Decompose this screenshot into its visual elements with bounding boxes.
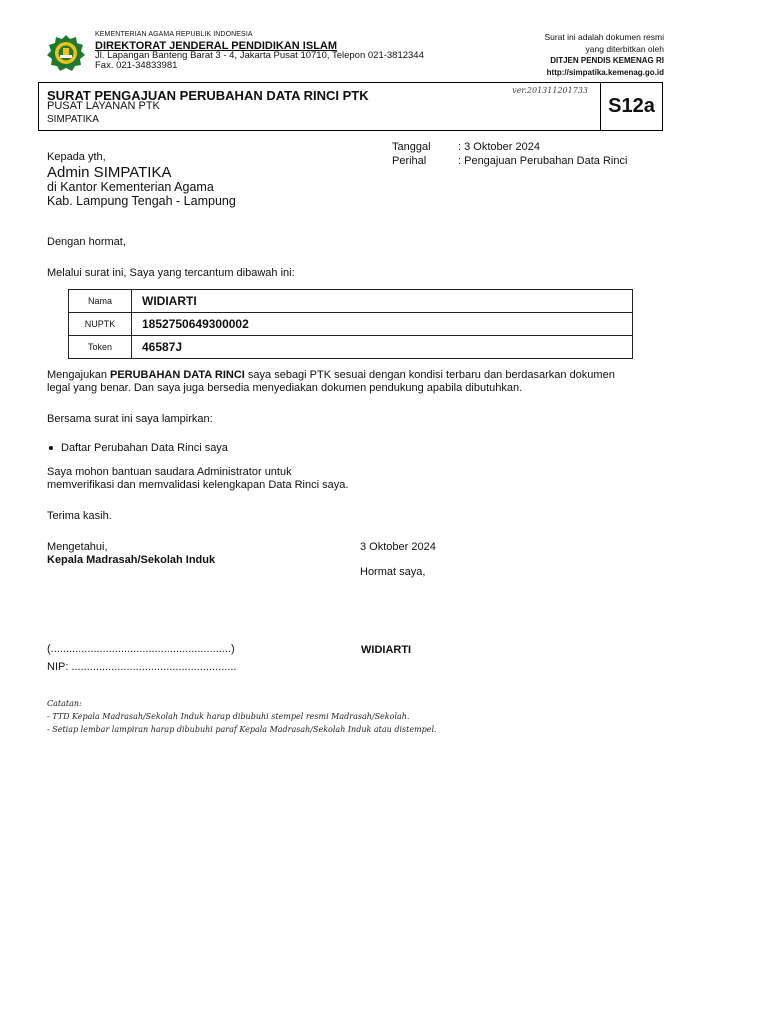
recipient-greeting: Kepada yth, [47,151,106,163]
subject-label: Perihal [392,155,427,167]
official-notice [544,32,664,78]
notes [47,697,437,736]
plea-paragraph [47,466,348,492]
request-paragraph [47,369,647,395]
head-title: Kepala Madrasah/Sekolah Induk [47,554,216,566]
plea-line1: Saya mohon bantuan saudara Administrator untuk [47,466,292,478]
identity-table [68,289,633,359]
attachment-text: Daftar Perubahan Data Rinci saya [61,442,228,454]
ministry-name: KEMENTERIAN AGAMA REPUBLIK INDONESIA [95,31,253,38]
address-line: Jl. Lapangan Banteng Barat 3 - 4, Jakarta Pusat 10710, Telepon 021-3812344 [95,50,424,61]
office-address [95,51,424,71]
request-line2: legal yang benar. Dan saya juga bersedia menyediakan dokumen pendukung apabila dibutuhkan. [47,382,523,394]
letter-meta [392,141,627,169]
title-box [38,82,663,131]
notice-line-1: Surat ini adalah dokumen resmi [544,32,664,42]
fax-line: Fax. 021-34833981 [95,60,178,71]
sign-date: 3 Oktober 2024 [360,541,436,553]
acknowledge-label: Mengetahui, [47,541,108,553]
form-code: S12a [600,83,662,130]
request-suffix: saya sebagi PTK sesuai dengan kondisi terbaru dan berdasarkan dokumen [244,369,615,381]
version-label: ver.201311201733 [512,86,588,95]
website: http://simpatika.kemenag.go.id [546,67,664,77]
table-row [69,336,633,359]
subject-value: : Pengajuan Perubahan Data Rinci [458,155,628,167]
thanks-text: Terima kasih. [47,510,112,522]
table-row [69,290,633,313]
recipient-office: di Kantor Kementerian Agama [47,180,214,194]
attachment-item [49,442,228,454]
request-prefix: Mengajukan [47,369,110,381]
identity-label: Token [69,336,132,359]
table-row [69,313,633,336]
attachment-intro: Bersama surat ini saya lampirkan: [47,413,213,425]
letter-title: SURAT PENGAJUAN PERUBAHAN DATA RINCI PTK [47,88,369,103]
recipient-region: Kab. Lampung Tengah - Lampung [47,194,236,208]
identity-value: WIDIARTI [132,290,633,313]
head-name-blank: (...........................................................) [47,643,235,655]
bullet-icon [49,446,53,450]
identity-label: Nama [69,290,132,313]
nip-blank: NIP: ...................................................... [47,661,237,673]
system-name: SIMPATIKA [47,114,99,125]
identity-label: NUPTK [69,313,132,336]
issuer: DITJEN PENDIS KEMENAG RI [550,56,664,65]
date-value: : 3 Oktober 2024 [458,141,540,153]
request-bold: PERUBAHAN DATA RINCI [110,369,245,381]
date-label: Tanggal [392,141,431,153]
recipient-name: Admin SIMPATIKA [47,164,172,181]
plea-line2: memverifikasi dan memvalidasi kelengkapan Data Rinci saya. [47,479,349,491]
letter-subtitle: PUSAT LAYANAN PTK [47,100,160,112]
note-2: - Setiap lembar lampiran harap dibubuhi paraf Kepala Madrasah/Sekolah Induk atau distempel. [47,725,437,734]
kemenag-logo [46,34,86,72]
identity-value: 1852750649300002 [132,313,633,336]
notice-line-2: yang diterbitkan oleh [585,43,664,54]
notes-heading: Catatan: [47,699,82,708]
salutation: Dengan hormat, [47,236,126,248]
identity-value: 46587J [132,336,633,359]
intro-text: Melalui surat ini, Saya yang tercantum dibawah ini: [47,267,295,279]
directorate-name: DIREKTORAT JENDERAL PENDIDIKAN ISLAM [95,40,338,52]
signer-name: WIDIARTI [361,644,412,656]
regards-label: Hormat saya, [360,566,426,578]
note-1: - TTD Kepala Madrasah/Sekolah Induk harap dibubuhi stempel resmi Madrasah/Sekolah. [47,712,410,721]
